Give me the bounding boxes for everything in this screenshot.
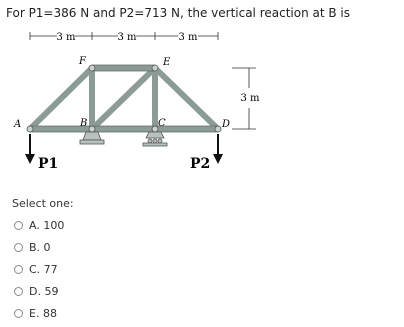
joint-label-d: D (222, 119, 231, 130)
option-e[interactable] (14, 302, 164, 324)
dim-label-right: 3 m (240, 93, 260, 104)
joint-label-b: B (80, 118, 88, 129)
dim-label-2: 3 m (117, 32, 137, 43)
support-b (80, 132, 104, 144)
answer-options (14, 214, 164, 324)
load-label-p1: P1 (38, 156, 59, 172)
radio-c[interactable] (14, 265, 23, 274)
radio-d[interactable] (14, 287, 23, 296)
load-arrow-p1 (25, 134, 35, 164)
option-c-label: C. 77 (29, 262, 58, 276)
radio-e[interactable] (14, 309, 23, 318)
dim-label-1: 3 m (56, 32, 76, 43)
question-text: For P1=386 N and P2=713 N, the vertical reaction at B is (6, 6, 351, 20)
radio-b[interactable] (14, 243, 23, 252)
load-arrow-p2 (213, 134, 223, 164)
truss-members (30, 68, 218, 129)
joint-label-a: A (14, 119, 22, 130)
joint-label-f: F (79, 56, 86, 67)
option-b[interactable] (14, 236, 164, 258)
option-a[interactable] (14, 214, 164, 236)
option-a-label: A. 100 (29, 218, 65, 232)
dim-label-3: 3 m (178, 32, 198, 43)
option-d[interactable] (14, 280, 164, 302)
option-d-label: D. 59 (29, 284, 59, 298)
option-e-label: E. 88 (29, 306, 57, 320)
radio-a[interactable] (14, 221, 23, 230)
joint-label-c: C (158, 118, 166, 129)
truss-figure (0, 28, 270, 188)
option-c[interactable] (14, 258, 164, 280)
load-label-p2: P2 (190, 156, 211, 172)
select-one-label: Select one: (12, 197, 74, 210)
support-c (143, 132, 167, 146)
truss-diagram (0, 28, 270, 188)
joint-label-e: E (163, 57, 171, 68)
option-b-label: B. 0 (29, 240, 51, 254)
